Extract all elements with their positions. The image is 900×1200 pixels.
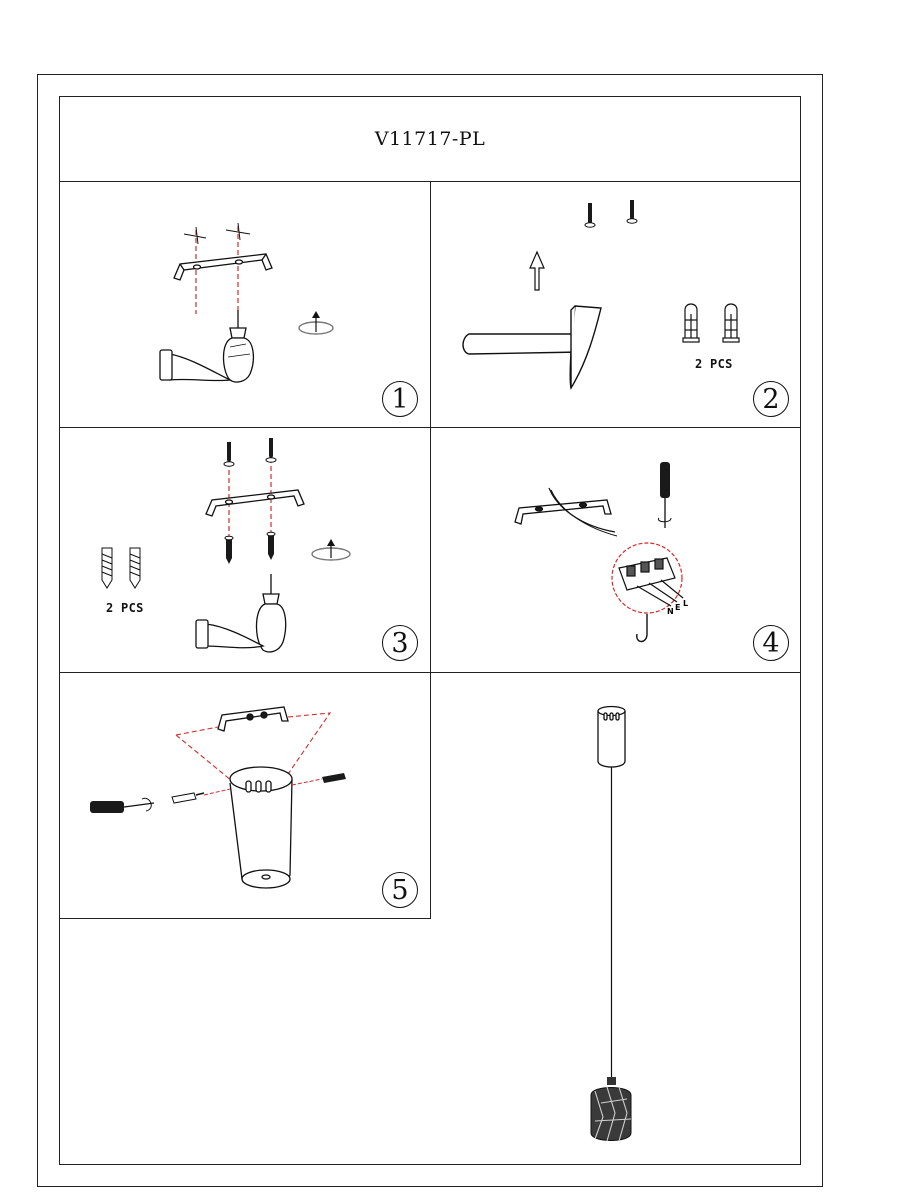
screw-icon: [627, 200, 637, 223]
step-1-panel: [60, 182, 430, 427]
cable-connector: [607, 1077, 616, 1085]
canopy-icon: [598, 707, 625, 768]
drill-icon: [160, 310, 253, 382]
crystal-shade-icon: [591, 1087, 631, 1141]
step-4-panel: [431, 428, 801, 672]
step-2-panel: [431, 182, 801, 427]
screwdriver-icon: [658, 462, 671, 528]
mounting-bracket-icon: [206, 490, 304, 516]
wall-plug-icon: [267, 532, 275, 560]
step-1-number: 1: [382, 381, 418, 417]
divider: [59, 918, 431, 919]
wire-label: E: [675, 603, 681, 612]
step-1-illustration: [60, 182, 430, 427]
rotate-clockwise-icon: [312, 539, 350, 560]
mark-cross-icon: [184, 223, 250, 244]
step-2-illustration: [431, 182, 801, 427]
arrow-up-icon: [530, 252, 544, 290]
wire-label: N: [667, 607, 674, 616]
mounting-bracket-icon: [174, 254, 272, 280]
rotate-clockwise-icon: [299, 311, 333, 334]
guide-line: [204, 789, 230, 795]
wall-plug-icon: [723, 304, 739, 342]
step-2-number: 2: [753, 381, 789, 417]
wire-label: L: [683, 599, 689, 608]
wall-plug-icon: [225, 536, 233, 564]
hammer-icon: [463, 306, 601, 388]
hook-icon: [637, 614, 647, 642]
step-5-number: 5: [382, 872, 418, 908]
wall-plug-icon: [683, 304, 699, 342]
plug-quantity-label: 2 PCS: [695, 357, 733, 371]
canopy-icon: [230, 767, 292, 888]
assembled-pendant-panel: [431, 673, 801, 1164]
screw-icon: [266, 438, 276, 462]
screw-icon: [585, 203, 595, 227]
terminal-block-icon: [619, 558, 683, 606]
step-4-illustration: [431, 428, 801, 672]
step-3-panel: [60, 428, 430, 672]
screw-icon: [102, 548, 112, 588]
pendant-lamp-illustration: [431, 673, 801, 1164]
step-5-panel: [60, 673, 430, 918]
screw-icon: [322, 773, 346, 783]
mounting-bracket-icon: [218, 707, 288, 731]
step-4-number: 4: [753, 625, 789, 661]
model-title: V11717-PL: [374, 128, 486, 150]
mounting-bracket-icon: [515, 500, 611, 524]
step-3-number: 3: [382, 625, 418, 661]
screwdriver-icon: [196, 574, 286, 652]
screw-icon: [224, 442, 234, 466]
guide-line: [292, 779, 322, 785]
screwdriver-icon: [90, 798, 154, 813]
screw-icon: [172, 793, 204, 803]
screw-icon: [130, 548, 140, 588]
step-3-illustration: [60, 428, 430, 672]
step-5-illustration: [60, 673, 430, 918]
screw-quantity-label: 2 PCS: [106, 601, 144, 615]
